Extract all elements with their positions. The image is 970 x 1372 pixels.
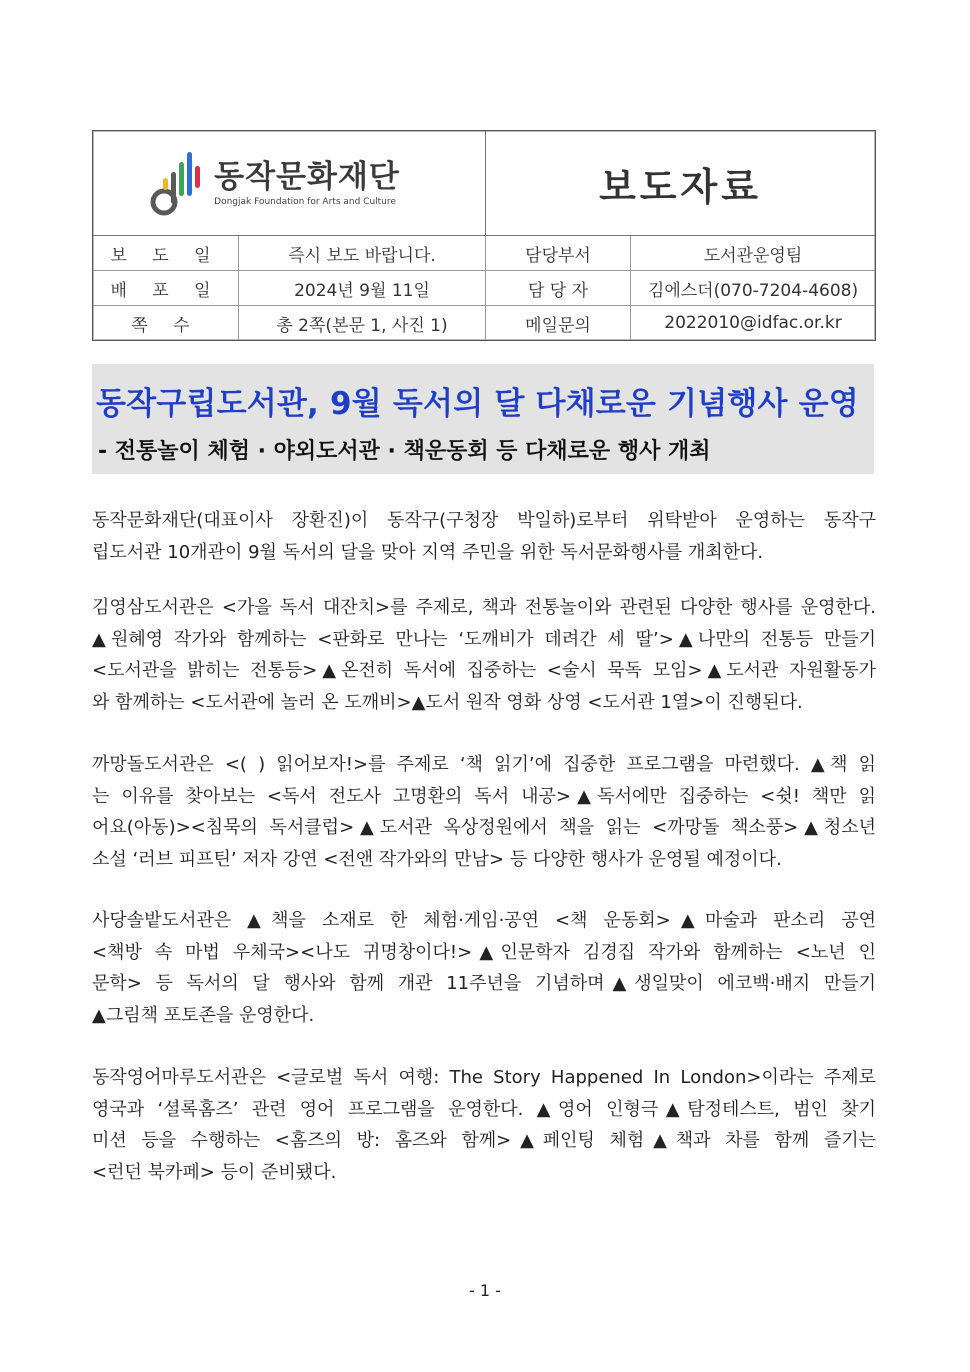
body-paragraph-kkamangdol [92,749,876,875]
headline-band [92,364,874,474]
page-number: - 1 - [469,1281,501,1300]
value-page-count: 총 2쪽(본문 1, 사진 1) [239,306,486,340]
label-contact-person: 담 당 자 [486,271,631,305]
paragraph-line: 미션 등을 수행하는 <홈즈의 방: 홈즈와 함께>▲페인팅 체험▲책과 차를 함께 즐기는 [92,1130,876,1151]
foundation-logo-mark-icon [148,148,206,218]
label-release-date: 보 도 일 [93,236,239,270]
paragraph-line: 와 함께하는 <도서관에 놀러 온 도깨비>▲도서 원작 영화 상영 <도서관 1열>이 진행된다. [92,691,803,713]
logo-cell [93,131,486,235]
info-row-page-count [93,306,875,340]
info-row-distribution-date [93,271,875,306]
paragraph-line: 어요(아동)><침묵의 독서클럽>▲도서관 옥상정원에서 책을 읽는 <까망돌 책소풍>▲청소년 [92,817,876,838]
paragraph-line: 까망돌도서관은 <( ) 읽어보자!>를 주제로 ‘책 읽기’에 집중한 프로그램을 마련했다. ▲책 읽 [92,754,876,775]
paragraph-line: 립도서관 10개관이 9월 독서의 달을 맞아 지역 주민을 위한 독서문화행사를 개최한다. [92,541,764,563]
headline-subtitle: - 전통놀이 체험 · 야외도서관 · 책운동회 등 다채로운 행사 개최 [98,439,711,464]
paragraph-line: 동작문화재단(대표이사 장환진)이 동작구(구청장 박일하)로부터 위탁받아 운영하는 동작구 [92,510,876,531]
headline-title: 동작구립도서관, 9월 독서의 달 다채로운 기념행사 운영 [96,386,859,422]
info-row-release-date [93,236,875,271]
body-paragraph-intro [92,505,876,568]
paragraph-line: 문학> 등 독서의 달 행사와 함께 개관 11주년을 기념하며▲생일맞이 에코백·배지 만들기 [92,973,876,994]
label-department: 담당부서 [486,236,631,270]
paragraph-line: 김영삼도서관은 <가을 독서 대잔치>를 주제로, 책과 전통놀이와 관련된 다양한 행사를 운영한다. [92,597,876,618]
logo-korean-name: 동작문화재단 [214,159,400,195]
press-release-label: 보도자료 [599,164,762,209]
paragraph-line: <도서관을 밝히는 전통등>▲온전히 독서에 집중하는 <술시 묵독 모임>▲도서관 자원활동가 [92,660,876,681]
paragraph-line: 사당솔밭도서관은 ▲책을 소재로 한 체험·게임·공연 <책 운동회>▲마술과 판소리 공연 [92,910,876,931]
logo-english-name: Dongjak Foundation for Arts and Culture [214,197,396,207]
label-distribution-date: 배 포 일 [93,271,239,305]
paragraph-line: ▲그림책 포토존을 운영한다. [92,1004,315,1026]
paragraph-line: 동작영어마루도서관은 <글로벌 독서 여행: The Story Happened In London>이라는 주제로 [92,1067,876,1088]
label-page-count: 쪽 수 [93,306,239,340]
header-table [92,130,876,341]
foundation-logo [148,148,400,218]
paragraph-line: 소설 ‘러브 피프틴’ 저자 강연 <전앤 작가와의 만남> 등 다양한 행사가 운영될 예정이다. [92,848,782,870]
paragraph-line: ▲원혜영 작가와 함께하는 <판화로 만나는 ‘도깨비가 데려간 세 딸’>▲나만의 전통등 만들기 [92,628,876,650]
header-top-row [93,131,875,236]
paragraph-line: 영국과 ‘셜록홈즈’ 관련 영어 프로그램을 운영한다. ▲영어 인형극▲탐정테스트, 범인 찾기 [92,1098,876,1120]
paragraph-line: 는 이유를 찾아보는 <독서 전도사 고명환의 독서 내공>▲독서에만 집중하는 <쉿! 책만 읽 [92,785,876,807]
body-paragraph-kimyoungsam [92,592,876,718]
paragraph-line: <런던 북카페> 등이 준비됐다. [92,1161,337,1183]
value-contact-person: 김에스더(070-7204-4608) [647,280,859,301]
value-release-date: 즉시 보도 바랍니다. [239,236,486,270]
body-paragraph-sadangsolbat [92,905,876,1031]
value-department: 도서관운영팀 [703,245,803,266]
paragraph-line: <책방 속 마법 우체국><나도 귀명창이다!>▲인문학자 김경집 작가와 함께하는 <노년 인 [92,941,876,963]
value-email: 2022010@idfac.or.kr [664,313,842,333]
label-email: 메일문의 [486,306,631,340]
body-paragraph-english-maru [92,1062,876,1188]
value-distribution-date: 2024년 9월 11일 [239,271,486,305]
